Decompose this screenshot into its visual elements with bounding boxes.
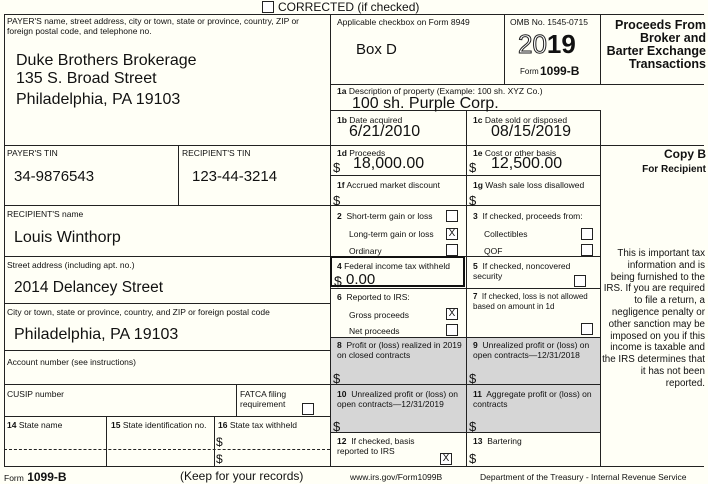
- divider-fatca: [236, 384, 237, 416]
- payer-label: PAYER'S name, street address, city or town, state or province, country, ZIP or foreign postal code, and telephone no.: [7, 16, 300, 36]
- line-street-bottom: [4, 303, 330, 304]
- box1f-label: 1f Accrued market discount: [337, 180, 441, 190]
- box3-label: 3 If checked, proceeds from:: [473, 211, 583, 221]
- box6-label: 6 Reported to IRS:: [337, 292, 410, 302]
- line-city-bottom: [4, 350, 330, 351]
- loss-not-allowed-checkbox[interactable]: [581, 323, 593, 335]
- gross-proceeds-checkbox[interactable]: X: [446, 308, 458, 320]
- line-1d-bottom: [330, 175, 600, 176]
- form-prefix: Form: [520, 67, 539, 76]
- net-proceeds-label: Net proceeds: [349, 326, 400, 336]
- tax-year: 2019: [518, 29, 576, 59]
- qof-label: QOF: [484, 246, 503, 256]
- ordinary-checkbox[interactable]: [446, 244, 458, 256]
- line-name-bottom: [4, 256, 330, 257]
- form-title: Proceeds From Broker and Barter Exchange Transactions: [606, 18, 706, 71]
- qof-checkbox[interactable]: [581, 244, 593, 256]
- street-value: 2014 Delancey Street: [14, 279, 164, 296]
- box1g-label: 1g Wash sale loss disallowed: [473, 180, 585, 190]
- footer-url: www.irs.gov/Form1099B: [350, 472, 443, 482]
- box1c-value: 08/15/2019: [491, 123, 572, 140]
- omb-number: OMB No. 1545-0715: [510, 17, 588, 27]
- short-term-checkbox[interactable]: [446, 210, 458, 222]
- box14-label: 14 State name: [7, 420, 63, 430]
- frame-top: [4, 14, 704, 15]
- corrected-label: CORRECTED (if checked): [278, 0, 420, 14]
- important-notice: This is important tax information and is being furnished to the IRS. If you are required to file a return, a negligence penalty or other sanction may be imposed on you if this income is taxable and the IRS determines that it has not been reported.: [602, 248, 705, 389]
- payer-name: Duke Brothers Brokerage: [16, 52, 197, 69]
- footer-dept: Department of the Treasury - Internal Revenue Service: [480, 472, 687, 482]
- divider-15-16: [214, 416, 215, 466]
- payer-tin-label: PAYER'S TIN: [7, 148, 58, 158]
- cusip-label: CUSIP number: [7, 389, 65, 399]
- box12-label: 12 If checked, basis reported to IRS: [337, 436, 415, 456]
- box4-label: 4 Federal income tax withheld: [337, 261, 450, 271]
- collectibles-checkbox[interactable]: [581, 228, 593, 240]
- line-account-bottom: [4, 384, 330, 385]
- frame-left: [4, 14, 5, 466]
- city-label: City or town, state or province, country, and ZIP or foreign postal code: [7, 307, 270, 317]
- box1a-value: 100 sh. Purple Corp.: [352, 95, 499, 112]
- box16-dollar-2: $: [216, 452, 223, 466]
- box8-label: 8 Profit or (loss) realized in 2019 on closed contracts: [337, 340, 462, 360]
- recipient-name-label: RECIPIENT'S name: [7, 209, 84, 219]
- ordinary-label: Ordinary: [349, 246, 382, 256]
- collectibles-label: Collectibles: [484, 229, 528, 239]
- divider-tins: [178, 145, 179, 205]
- box1e-dollar: $: [469, 160, 477, 175]
- box5-label: 5 If checked, noncovered security: [473, 261, 571, 281]
- frame-bottom: [4, 466, 704, 467]
- copy-title: Copy B: [664, 147, 706, 161]
- line-10-bottom: [330, 432, 600, 433]
- form-name: 1099-B: [540, 64, 580, 78]
- line-omb-bottom: [330, 84, 704, 85]
- state-dashed-line: [4, 449, 330, 450]
- copy-subtitle: For Recipient: [642, 164, 706, 175]
- box4-value: 0.00: [346, 271, 376, 288]
- payer-tin-value: 34-9876543: [14, 168, 95, 185]
- box9-label: 9 Unrealized profit or (loss) on open contracts—12/31/2018: [473, 340, 590, 360]
- box1a-label: 1a Description of property (Example: 100 sh. XYZ Co.): [337, 86, 543, 96]
- box1d-value: 18,000.00: [353, 155, 425, 172]
- box13-dollar: $: [469, 451, 477, 466]
- line-1f-bottom: [330, 205, 600, 206]
- box1c-label: 1c Date sold or disposed: [473, 115, 568, 125]
- payer-street: 135 S. Broad Street: [16, 70, 157, 87]
- fatca-checkbox[interactable]: [302, 403, 314, 415]
- box11-label: 11 Aggregate profit or (loss) on contracts: [473, 389, 592, 409]
- footer-keep: (Keep for your records): [180, 469, 304, 483]
- form8949-label: Applicable checkbox on Form 8949: [337, 17, 470, 27]
- line-cusip-bottom: [4, 416, 330, 417]
- form8949-value: Box D: [356, 41, 397, 58]
- box1g-dollar: $: [469, 193, 477, 208]
- gross-proceeds-label: Gross proceeds: [349, 310, 409, 320]
- box1b-value: 6/21/2010: [349, 123, 421, 140]
- line-1b-bottom: [330, 145, 704, 146]
- box1e-value: 12,500.00: [491, 155, 563, 172]
- fatca-label: FATCA filing requirement: [240, 389, 287, 409]
- box11-dollar: $: [469, 419, 477, 434]
- divider-right-col: [600, 110, 601, 466]
- box10-label: 10 Unrealized profit or (loss) on open contracts—12/31/2019: [337, 389, 458, 409]
- box13-label: 13 Bartering: [473, 436, 522, 446]
- city-value: Philadelphia, PA 19103: [14, 326, 179, 343]
- box1d-dollar: $: [333, 160, 341, 175]
- box8-dollar: $: [333, 371, 341, 386]
- net-proceeds-checkbox[interactable]: [446, 324, 458, 336]
- street-label: Street address (including apt. no.): [7, 260, 135, 270]
- box4-dollar: $: [334, 273, 342, 289]
- recipient-name-value: Louis Winthorp: [14, 229, 121, 246]
- box15-label: 15 State identification no.: [111, 420, 207, 430]
- footer-form: Form 1099-B: [4, 470, 67, 484]
- divider-omb: [504, 14, 505, 84]
- corrected-checkbox[interactable]: [262, 1, 274, 13]
- noncovered-checkbox[interactable]: [574, 275, 586, 287]
- box1e-label: 1e Cost or other basis: [473, 148, 557, 158]
- recipient-tin-label: RECIPIENT'S TIN: [182, 148, 251, 158]
- long-term-label: Long-term gain or loss: [349, 229, 434, 239]
- box2-label: 2 Short-term gain or loss: [337, 211, 433, 221]
- basis-reported-checkbox[interactable]: X: [440, 453, 452, 465]
- recipient-tin-value: 123-44-3214: [192, 168, 278, 185]
- box16-label: 16 State tax withheld: [218, 420, 297, 430]
- box10-dollar: $: [333, 419, 341, 434]
- divider-title: [600, 14, 601, 84]
- account-label: Account number (see instructions): [7, 357, 136, 367]
- box1f-dollar: $: [333, 193, 341, 208]
- box1b-label: 1b Date acquired: [337, 115, 403, 125]
- line-4-bottom: [330, 288, 600, 289]
- payer-city: Philadelphia, PA 19103: [16, 91, 181, 108]
- box1d-label: 1d Proceeds: [337, 148, 386, 158]
- long-term-checkbox[interactable]: X: [446, 228, 458, 240]
- line-tin-bottom: [4, 205, 330, 206]
- divider-14-15: [106, 416, 107, 466]
- box9-dollar: $: [469, 371, 477, 386]
- box16-dollar-1: $: [216, 435, 223, 449]
- box7-label: 7 If checked, loss is not allowed based on amount in 1d: [473, 292, 588, 311]
- line-payer-bottom: [4, 145, 330, 146]
